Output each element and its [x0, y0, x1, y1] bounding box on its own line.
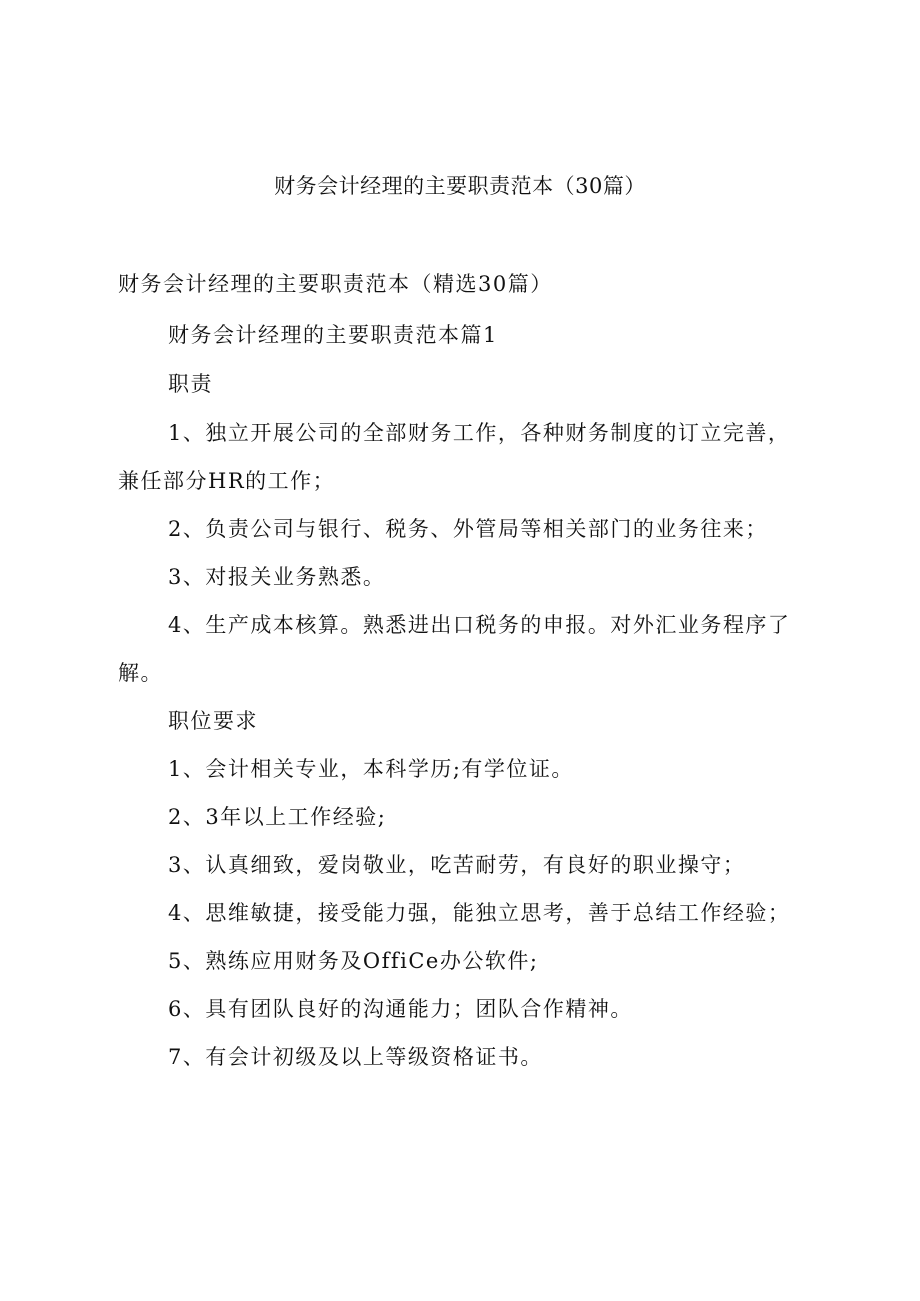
document-title: 财务会计经理的主要职责范本（30篇）	[274, 174, 646, 198]
requirement-item-5: 5、熟练应用财务及OffiCe办公软件;	[168, 949, 539, 973]
duty-item-2: 2、负责公司与银行、税务、外管局等相关部门的业务往来；	[168, 517, 768, 541]
requirement-item-1: 1、会计相关专业，本科学历;有学位证。	[168, 757, 574, 781]
requirement-item-4: 4、思维敏捷，接受能力强，能独立思考，善于总结工作经验；	[168, 901, 791, 925]
duty-item-1: 1、独立开展公司的全部财务工作，各种财务制度的订立完善，	[168, 421, 791, 445]
requirement-item-7: 7、有会计初级及以上等级资格证书。	[168, 1045, 543, 1069]
duties-heading: 职责	[168, 372, 213, 396]
document-subtitle: 财务会计经理的主要职责范本（精选30篇）	[118, 272, 553, 296]
section-title: 财务会计经理的主要职责范本篇1	[168, 323, 498, 347]
requirements-heading: 职位要求	[168, 709, 258, 733]
duty-item-3: 3、对报关业务熟悉。	[168, 565, 386, 589]
duty-item-4-continuation: 解。	[118, 661, 163, 685]
requirement-item-2: 2、3年以上工作经验;	[168, 805, 387, 829]
duty-item-4: 4、生产成本核算。熟悉进出口税务的申报。对外汇业务程序了	[168, 613, 791, 637]
duty-item-1-continuation: 兼任部分HR的工作；	[118, 469, 336, 493]
requirement-item-6: 6、具有团队良好的沟通能力；团队合作精神。	[168, 997, 633, 1021]
requirement-item-3: 3、认真细致，爱岗敬业，吃苦耐劳，有良好的职业操守；	[168, 853, 746, 877]
